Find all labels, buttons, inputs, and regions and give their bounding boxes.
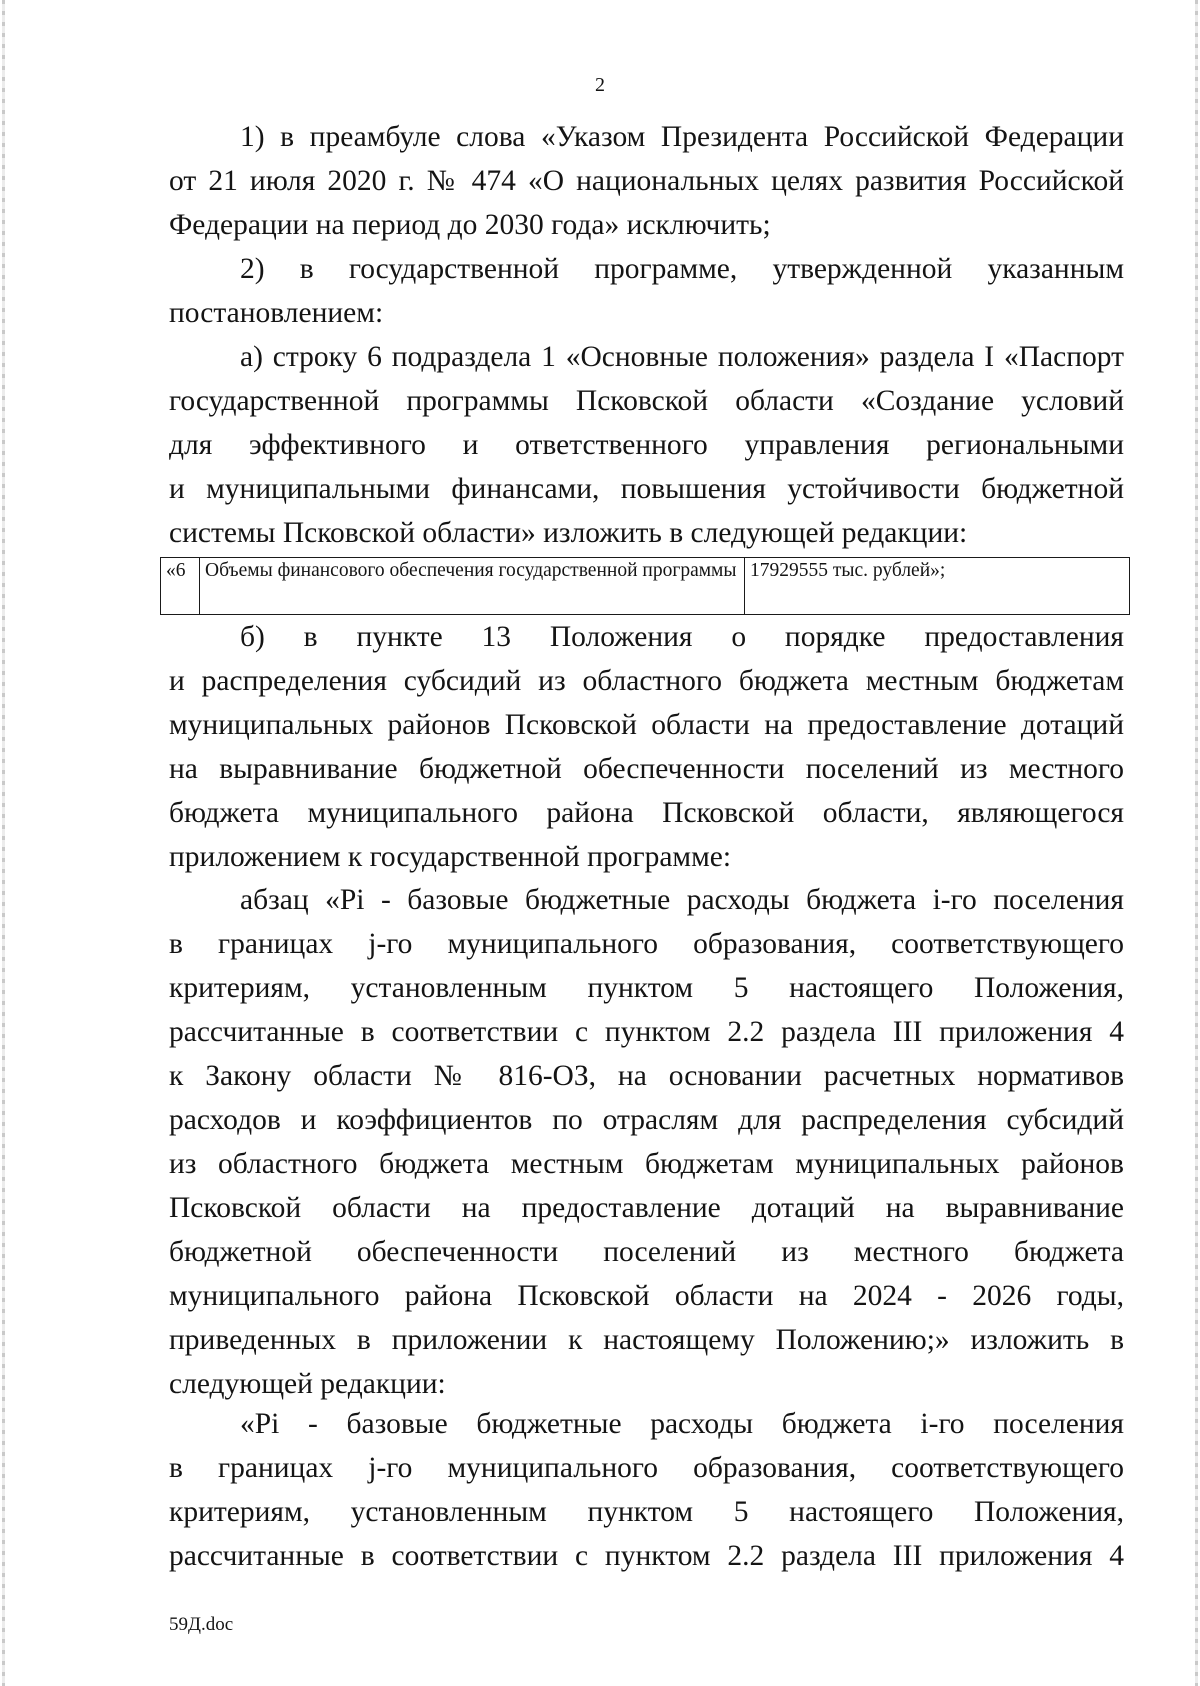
- text-line: расходов и коэффициентов по отраслям для распределения субсидий: [169, 1104, 1124, 1136]
- text-line: 2) в государственной программе, утвержденной указанным: [240, 253, 1124, 285]
- amendment-table: [160, 557, 1130, 615]
- table-cell-value: 17929555 тыс. рублей»;: [745, 558, 1130, 615]
- text-line: от 21 июля 2020 г. № 474 «О национальных целях развития Российской: [169, 165, 1124, 197]
- paragraph-item-2b: [169, 615, 1124, 879]
- paragraph-item-2: [169, 247, 1124, 335]
- text-line: Федерации на период до 2030 года» исключить;: [169, 209, 771, 241]
- text-line: а) строку 6 подраздела 1 «Основные положения» раздела I «Паспорт: [240, 341, 1124, 373]
- footer-filename: 59Д.doc: [169, 1614, 234, 1635]
- text-line: в границах j-го муниципального образования, соответствующего: [169, 928, 1124, 960]
- table-row: [161, 558, 1130, 615]
- text-line: бюджетной обеспеченности поселений из местного бюджета: [169, 1236, 1124, 1268]
- text-line: для эффективного и ответственного управления региональными: [169, 429, 1124, 461]
- text-line: муниципальных районов Псковской области на предоставление дотаций: [169, 709, 1124, 741]
- text-line: государственной программы Псковской области «Создание условий: [169, 385, 1124, 417]
- table-cell-label: Объемы финансового обеспечения государственной программы: [200, 558, 745, 615]
- text-line: на выравнивание бюджетной обеспеченности поселений из местного: [169, 753, 1124, 785]
- text-line: системы Псковской области» изложить в следующей редакции:: [169, 517, 968, 549]
- text-line: приведенных в приложении к настоящему Положению;» изложить в: [169, 1324, 1124, 1356]
- text-line: бюджета муниципального района Псковской области, являющегося: [169, 797, 1124, 829]
- text-line: к Закону области № 816-ОЗ, на основании расчетных нормативов: [169, 1060, 1124, 1092]
- page-number: 2: [595, 74, 605, 96]
- text-line: и распределения субсидий из областного бюджета местным бюджетам: [169, 665, 1124, 697]
- paragraph-item-1: [169, 115, 1124, 247]
- text-line: и муниципальными финансами, повышения устойчивости бюджетной: [169, 473, 1124, 505]
- text-line: б) в пункте 13 Положения о порядке предоставления: [240, 621, 1124, 653]
- scan-edge-left: [2, 0, 5, 1686]
- text-line: Псковской области на предоставление дотаций на выравнивание: [169, 1192, 1124, 1224]
- text-line: постановлением:: [169, 297, 384, 329]
- text-line: следующей редакции:: [169, 1368, 446, 1400]
- text-line: муниципального района Псковской области на 2024 - 2026 годы,: [169, 1280, 1124, 1312]
- text-line: рассчитанные в соответствии с пунктом 2.2 раздела III приложения 4: [169, 1016, 1124, 1048]
- text-line: в границах j-го муниципального образования, соответствующего: [169, 1452, 1124, 1484]
- scan-edge-right: [1195, 0, 1198, 1686]
- paragraph-item-2a: [169, 335, 1124, 555]
- text-line: рассчитанные в соответствии с пунктом 2.2 раздела III приложения 4: [169, 1540, 1124, 1572]
- text-line: «Pi - базовые бюджетные расходы бюджета i-го поселения: [240, 1408, 1124, 1440]
- table-cell-row-number: «6: [161, 558, 200, 615]
- text-line: абзац «Pi - базовые бюджетные расходы бюджета i-го поселения: [240, 884, 1124, 916]
- text-line: критериям, установленным пунктом 5 настоящего Положения,: [169, 972, 1124, 1004]
- paragraph-old-wording: [169, 878, 1124, 1406]
- text-line: из областного бюджета местным бюджетам муниципальных районов: [169, 1148, 1124, 1180]
- text-line: 1) в преамбуле слова «Указом Президента Российской Федерации: [240, 121, 1124, 153]
- paragraph-new-wording: [169, 1402, 1124, 1578]
- text-line: критериям, установленным пунктом 5 настоящего Положения,: [169, 1496, 1124, 1528]
- text-line: приложением к государственной программе:: [169, 841, 732, 873]
